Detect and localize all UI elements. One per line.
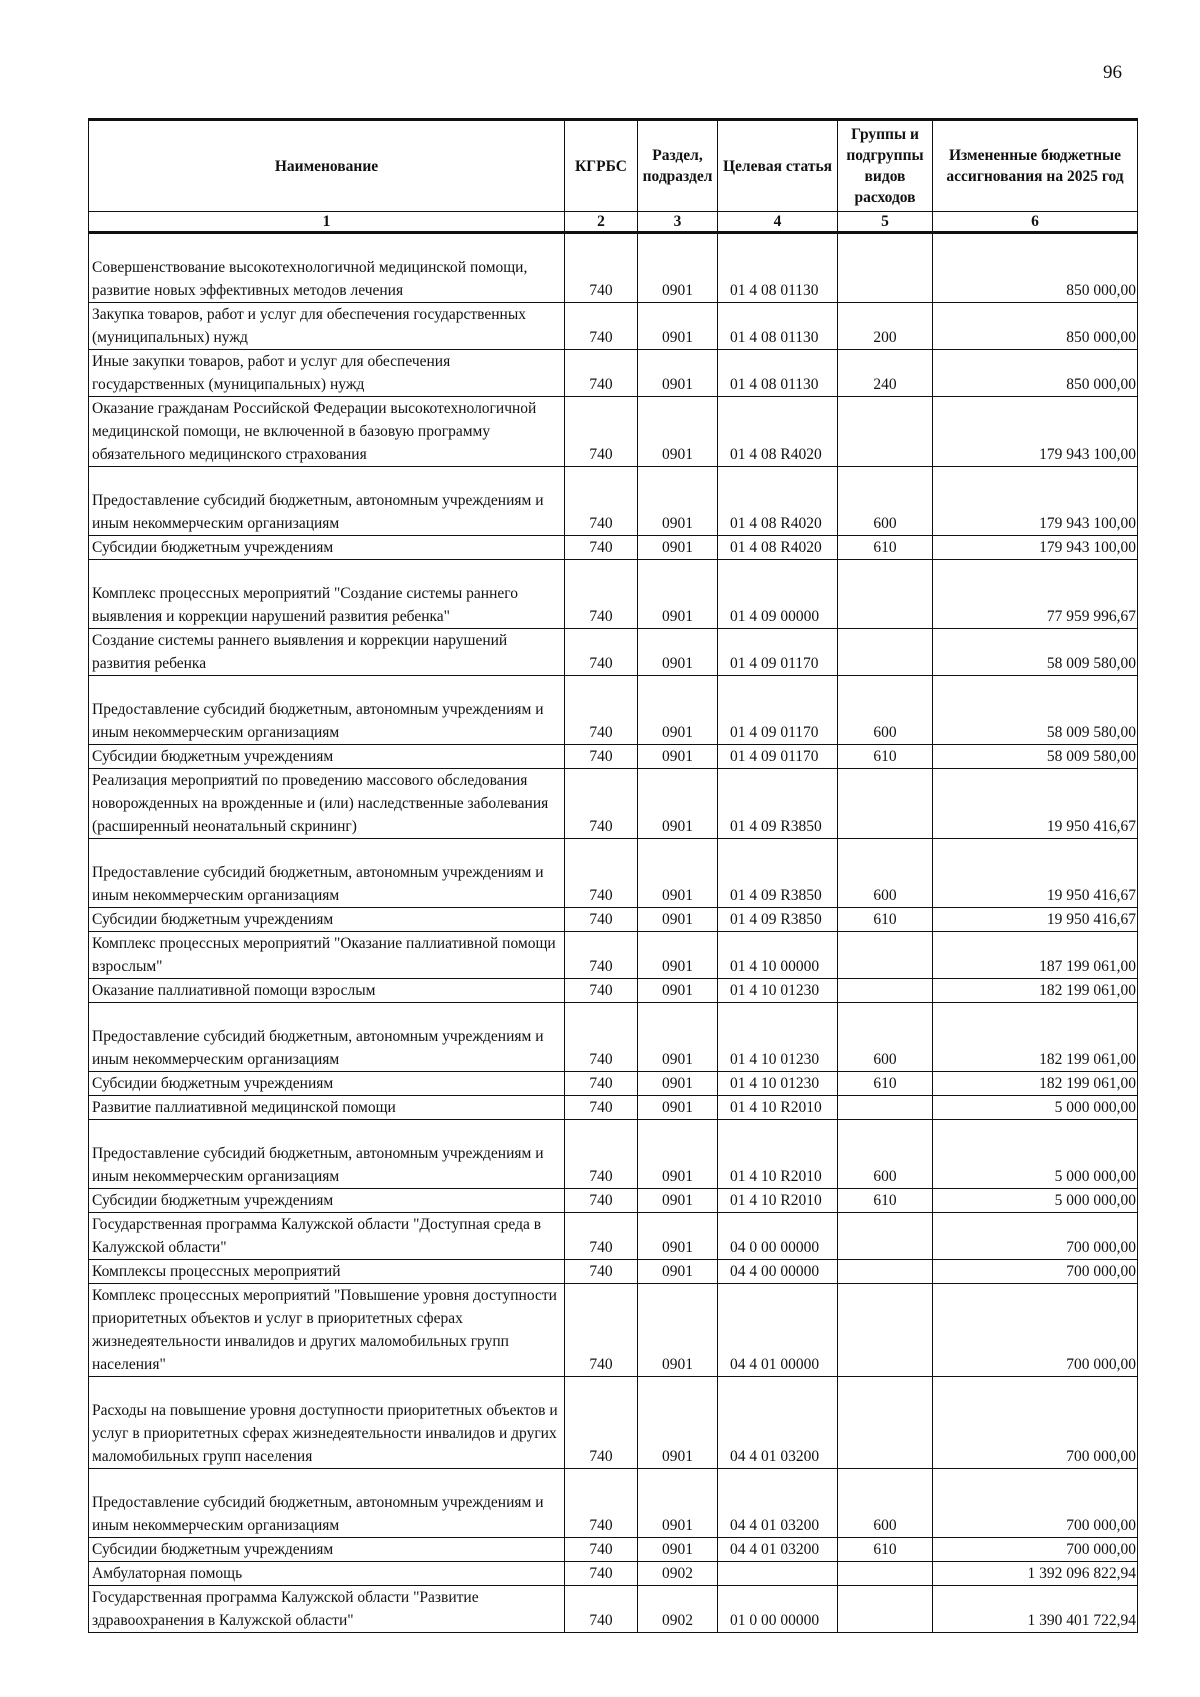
row-expense-group — [838, 560, 933, 629]
row-section: 0901 — [638, 1096, 718, 1120]
header-amount: Измененные бюджетные ассигнования на 2025 год — [933, 120, 1138, 212]
row-amount: 179 943 100,00 — [933, 467, 1138, 536]
row-expense-group — [838, 979, 933, 1003]
row-section: 0901 — [638, 1120, 718, 1189]
row-target: 01 4 10 01230 — [718, 1003, 838, 1072]
row-kgrbs: 740 — [565, 1003, 638, 1072]
row-target: 01 0 00 00000 — [718, 1586, 838, 1633]
row-expense-group: 600 — [838, 467, 933, 536]
row-expense-group: 610 — [838, 536, 933, 560]
row-kgrbs: 740 — [565, 1469, 638, 1538]
row-expense-group — [838, 233, 933, 303]
row-kgrbs: 740 — [565, 350, 638, 397]
row-name: Предоставление субсидий бюджетным, автономным учреждениям и иным некоммерческим организациям — [89, 839, 565, 908]
row-target: 01 4 08 R4020 — [718, 397, 838, 467]
row-name: Предоставление субсидий бюджетным, автономным учреждениям и иным некоммерческим организациям — [89, 1469, 565, 1538]
row-expense-group — [838, 932, 933, 979]
table-row — [89, 233, 1138, 303]
row-amount: 700 000,00 — [933, 1213, 1138, 1260]
table-row — [89, 560, 1138, 629]
row-kgrbs: 740 — [565, 1072, 638, 1096]
row-amount: 700 000,00 — [933, 1284, 1138, 1377]
row-expense-group: 200 — [838, 303, 933, 350]
table-row — [89, 1003, 1138, 1072]
table-row — [89, 1284, 1138, 1377]
row-kgrbs: 740 — [565, 1377, 638, 1469]
row-amount: 58 009 580,00 — [933, 676, 1138, 745]
row-amount: 1 392 096 822,94 — [933, 1562, 1138, 1586]
row-kgrbs: 740 — [565, 839, 638, 908]
row-kgrbs: 740 — [565, 1260, 638, 1284]
header-target: Целевая статья — [718, 120, 838, 212]
row-amount: 58 009 580,00 — [933, 745, 1138, 769]
row-target: 04 4 01 00000 — [718, 1284, 838, 1377]
row-expense-group: 600 — [838, 839, 933, 908]
row-section: 0901 — [638, 397, 718, 467]
row-section: 0901 — [638, 536, 718, 560]
table-row — [89, 979, 1138, 1003]
table-row — [89, 1586, 1138, 1633]
row-target: 01 4 08 R4020 — [718, 467, 838, 536]
row-target: 01 4 09 01170 — [718, 745, 838, 769]
table-row — [89, 676, 1138, 745]
row-name: Комплекс процессных мероприятий "Оказание паллиативной помощи взрослым" — [89, 932, 565, 979]
row-target: 01 4 10 R2010 — [718, 1189, 838, 1213]
table-row — [89, 932, 1138, 979]
row-name: Субсидии бюджетным учреждениям — [89, 908, 565, 932]
row-kgrbs: 740 — [565, 467, 638, 536]
row-kgrbs: 740 — [565, 629, 638, 676]
row-kgrbs: 740 — [565, 769, 638, 839]
row-expense-group — [838, 1284, 933, 1377]
row-name: Предоставление субсидий бюджетным, автономным учреждениям и иным некоммерческим организациям — [89, 467, 565, 536]
table-row — [89, 839, 1138, 908]
row-target: 01 4 08 R4020 — [718, 536, 838, 560]
row-target: 01 4 08 01130 — [718, 233, 838, 303]
row-section: 0901 — [638, 1377, 718, 1469]
row-target: 01 4 09 01170 — [718, 676, 838, 745]
row-expense-group: 610 — [838, 908, 933, 932]
row-name: Комплекс процессных мероприятий "Создание системы раннего выявления и коррекции нарушений развития ребенка" — [89, 560, 565, 629]
row-section: 0901 — [638, 1072, 718, 1096]
row-section: 0901 — [638, 932, 718, 979]
row-expense-group: 600 — [838, 1120, 933, 1189]
row-section: 0901 — [638, 1538, 718, 1562]
row-expense-group: 240 — [838, 350, 933, 397]
row-section: 0901 — [638, 1260, 718, 1284]
row-kgrbs: 740 — [565, 1538, 638, 1562]
row-target: 04 4 01 03200 — [718, 1538, 838, 1562]
row-target: 01 4 09 00000 — [718, 560, 838, 629]
header-section: Раздел, подраздел — [638, 120, 718, 212]
row-kgrbs: 740 — [565, 745, 638, 769]
row-amount: 182 199 061,00 — [933, 979, 1138, 1003]
row-expense-group — [838, 1562, 933, 1586]
row-section: 0901 — [638, 629, 718, 676]
row-target: 04 0 00 00000 — [718, 1213, 838, 1260]
row-expense-group: 610 — [838, 1072, 933, 1096]
row-name: Государственная программа Калужской области "Доступная среда в Калужской области" — [89, 1213, 565, 1260]
row-amount: 179 943 100,00 — [933, 536, 1138, 560]
row-kgrbs: 740 — [565, 303, 638, 350]
row-kgrbs: 740 — [565, 932, 638, 979]
row-kgrbs: 740 — [565, 676, 638, 745]
row-name: Комплекс процессных мероприятий "Повышение уровня доступности приоритетных объектов и услуг в приоритетных сферах жизнедеятельности инвалидов и других маломобильных групп населения" — [89, 1284, 565, 1377]
row-kgrbs: 740 — [565, 1562, 638, 1586]
row-amount: 187 199 061,00 — [933, 932, 1138, 979]
row-target — [718, 1562, 838, 1586]
row-amount: 700 000,00 — [933, 1469, 1138, 1538]
table-row — [89, 1260, 1138, 1284]
row-name: Государственная программа Калужской области "Развитие здравоохранения в Калужской области" — [89, 1586, 565, 1633]
row-target: 01 4 10 R2010 — [718, 1120, 838, 1189]
row-expense-group — [838, 629, 933, 676]
row-kgrbs: 740 — [565, 536, 638, 560]
row-expense-group: 610 — [838, 745, 933, 769]
row-name: Субсидии бюджетным учреждениям — [89, 1072, 565, 1096]
row-name: Развитие паллиативной медицинской помощи — [89, 1096, 565, 1120]
row-section: 0902 — [638, 1586, 718, 1633]
row-name: Оказание гражданам Российской Федерации высокотехнологичной медицинской помощи, не включенной в базовую программу обязательного медицинского страхования — [89, 397, 565, 467]
row-name: Субсидии бюджетным учреждениям — [89, 1189, 565, 1213]
table-row — [89, 397, 1138, 467]
row-amount: 182 199 061,00 — [933, 1003, 1138, 1072]
row-amount: 850 000,00 — [933, 303, 1138, 350]
row-section: 0901 — [638, 233, 718, 303]
row-amount: 19 950 416,67 — [933, 769, 1138, 839]
row-target: 01 4 08 01130 — [718, 303, 838, 350]
row-expense-group: 600 — [838, 1003, 933, 1072]
row-target: 04 4 01 03200 — [718, 1469, 838, 1538]
row-amount: 179 943 100,00 — [933, 397, 1138, 467]
row-section: 0901 — [638, 979, 718, 1003]
table-row — [89, 1213, 1138, 1260]
row-section: 0901 — [638, 350, 718, 397]
row-expense-group: 610 — [838, 1538, 933, 1562]
column-number: 5 — [838, 212, 933, 233]
row-amount: 5 000 000,00 — [933, 1189, 1138, 1213]
row-kgrbs: 740 — [565, 1213, 638, 1260]
row-expense-group — [838, 1377, 933, 1469]
row-target: 01 4 10 00000 — [718, 932, 838, 979]
row-amount: 700 000,00 — [933, 1538, 1138, 1562]
table-row — [89, 536, 1138, 560]
row-name: Создание системы раннего выявления и коррекции нарушений развития ребенка — [89, 629, 565, 676]
row-amount: 5 000 000,00 — [933, 1120, 1138, 1189]
row-amount: 58 009 580,00 — [933, 629, 1138, 676]
table-row — [89, 1538, 1138, 1562]
row-kgrbs: 740 — [565, 979, 638, 1003]
table-row — [89, 350, 1138, 397]
row-section: 0901 — [638, 769, 718, 839]
row-section: 0901 — [638, 839, 718, 908]
row-amount: 77 959 996,67 — [933, 560, 1138, 629]
row-target: 01 4 10 01230 — [718, 979, 838, 1003]
row-amount: 19 950 416,67 — [933, 839, 1138, 908]
row-section: 0901 — [638, 1003, 718, 1072]
column-number: 3 — [638, 212, 718, 233]
row-name: Предоставление субсидий бюджетным, автономным учреждениям и иным некоммерческим организациям — [89, 676, 565, 745]
row-amount: 700 000,00 — [933, 1260, 1138, 1284]
row-target: 04 4 00 00000 — [718, 1260, 838, 1284]
row-kgrbs: 740 — [565, 1189, 638, 1213]
row-section: 0901 — [638, 1189, 718, 1213]
row-expense-group: 600 — [838, 1469, 933, 1538]
table-row — [89, 629, 1138, 676]
table-row — [89, 1096, 1138, 1120]
table-header-row — [89, 120, 1138, 212]
page-number: 96 — [1103, 62, 1122, 83]
row-name: Субсидии бюджетным учреждениям — [89, 1538, 565, 1562]
table-row — [89, 1562, 1138, 1586]
row-kgrbs: 740 — [565, 560, 638, 629]
row-name: Амбулаторная помощь — [89, 1562, 565, 1586]
row-name: Предоставление субсидий бюджетным, автономным учреждениям и иным некоммерческим организациям — [89, 1003, 565, 1072]
row-amount: 5 000 000,00 — [933, 1096, 1138, 1120]
row-target: 01 4 09 R3850 — [718, 908, 838, 932]
budget-allocation-table — [88, 118, 1138, 1633]
table-row — [89, 1120, 1138, 1189]
header-name: Наименование — [89, 120, 565, 212]
row-target: 01 4 10 R2010 — [718, 1096, 838, 1120]
row-section: 0901 — [638, 908, 718, 932]
row-target: 01 4 09 01170 — [718, 629, 838, 676]
row-section: 0901 — [638, 467, 718, 536]
row-expense-group — [838, 769, 933, 839]
row-name: Иные закупки товаров, работ и услуг для обеспечения государственных (муниципальных) нужд — [89, 350, 565, 397]
row-kgrbs: 740 — [565, 233, 638, 303]
row-expense-group — [838, 397, 933, 467]
row-name: Расходы на повышение уровня доступности приоритетных объектов и услуг в приоритетных сферах жизнедеятельности инвалидов и других маломобильных групп населения — [89, 1377, 565, 1469]
table-row — [89, 1072, 1138, 1096]
row-kgrbs: 740 — [565, 1120, 638, 1189]
row-target: 01 4 09 R3850 — [718, 839, 838, 908]
row-amount: 19 950 416,67 — [933, 908, 1138, 932]
row-target: 01 4 10 01230 — [718, 1072, 838, 1096]
row-amount: 850 000,00 — [933, 350, 1138, 397]
row-name: Закупка товаров, работ и услуг для обеспечения государственных (муниципальных) нужд — [89, 303, 565, 350]
row-section: 0901 — [638, 1213, 718, 1260]
row-kgrbs: 740 — [565, 1284, 638, 1377]
row-target: 01 4 09 R3850 — [718, 769, 838, 839]
header-expense-group: Группы и подгруппы видов расходов — [838, 120, 933, 212]
row-amount: 700 000,00 — [933, 1377, 1138, 1469]
row-kgrbs: 740 — [565, 1096, 638, 1120]
row-section: 0902 — [638, 1562, 718, 1586]
row-name: Субсидии бюджетным учреждениям — [89, 745, 565, 769]
table-row — [89, 769, 1138, 839]
table-row — [89, 1189, 1138, 1213]
row-expense-group — [838, 1260, 933, 1284]
table-row — [89, 1469, 1138, 1538]
row-expense-group — [838, 1213, 933, 1260]
row-target: 04 4 01 03200 — [718, 1377, 838, 1469]
row-name: Совершенствование высокотехнологичной медицинской помощи, развитие новых эффективных методов лечения — [89, 233, 565, 303]
row-expense-group — [838, 1096, 933, 1120]
row-kgrbs: 740 — [565, 397, 638, 467]
table-row — [89, 745, 1138, 769]
row-name: Реализация мероприятий по проведению массового обследования новорожденных на врожденные и (или) наследственные заболевания (расширенный неонатальный скрининг) — [89, 769, 565, 839]
row-section: 0901 — [638, 1469, 718, 1538]
header-kgrbs: КГРБС — [565, 120, 638, 212]
table-row — [89, 467, 1138, 536]
column-number: 4 — [718, 212, 838, 233]
row-expense-group: 600 — [838, 676, 933, 745]
row-section: 0901 — [638, 676, 718, 745]
table-row — [89, 908, 1138, 932]
column-number: 6 — [933, 212, 1138, 233]
row-target: 01 4 08 01130 — [718, 350, 838, 397]
table-row — [89, 1377, 1138, 1469]
column-number: 2 — [565, 212, 638, 233]
row-expense-group: 610 — [838, 1189, 933, 1213]
row-name: Комплексы процессных мероприятий — [89, 1260, 565, 1284]
row-kgrbs: 740 — [565, 1586, 638, 1633]
row-expense-group — [838, 1586, 933, 1633]
row-name: Предоставление субсидий бюджетным, автономным учреждениям и иным некоммерческим организациям — [89, 1120, 565, 1189]
table-row — [89, 303, 1138, 350]
row-section: 0901 — [638, 560, 718, 629]
row-section: 0901 — [638, 1284, 718, 1377]
row-amount: 850 000,00 — [933, 233, 1138, 303]
row-section: 0901 — [638, 745, 718, 769]
column-number-row — [89, 212, 1138, 233]
row-amount: 182 199 061,00 — [933, 1072, 1138, 1096]
row-name: Оказание паллиативной помощи взрослым — [89, 979, 565, 1003]
column-number: 1 — [89, 212, 565, 233]
row-name: Субсидии бюджетным учреждениям — [89, 536, 565, 560]
row-section: 0901 — [638, 303, 718, 350]
row-amount: 1 390 401 722,94 — [933, 1586, 1138, 1633]
row-kgrbs: 740 — [565, 908, 638, 932]
